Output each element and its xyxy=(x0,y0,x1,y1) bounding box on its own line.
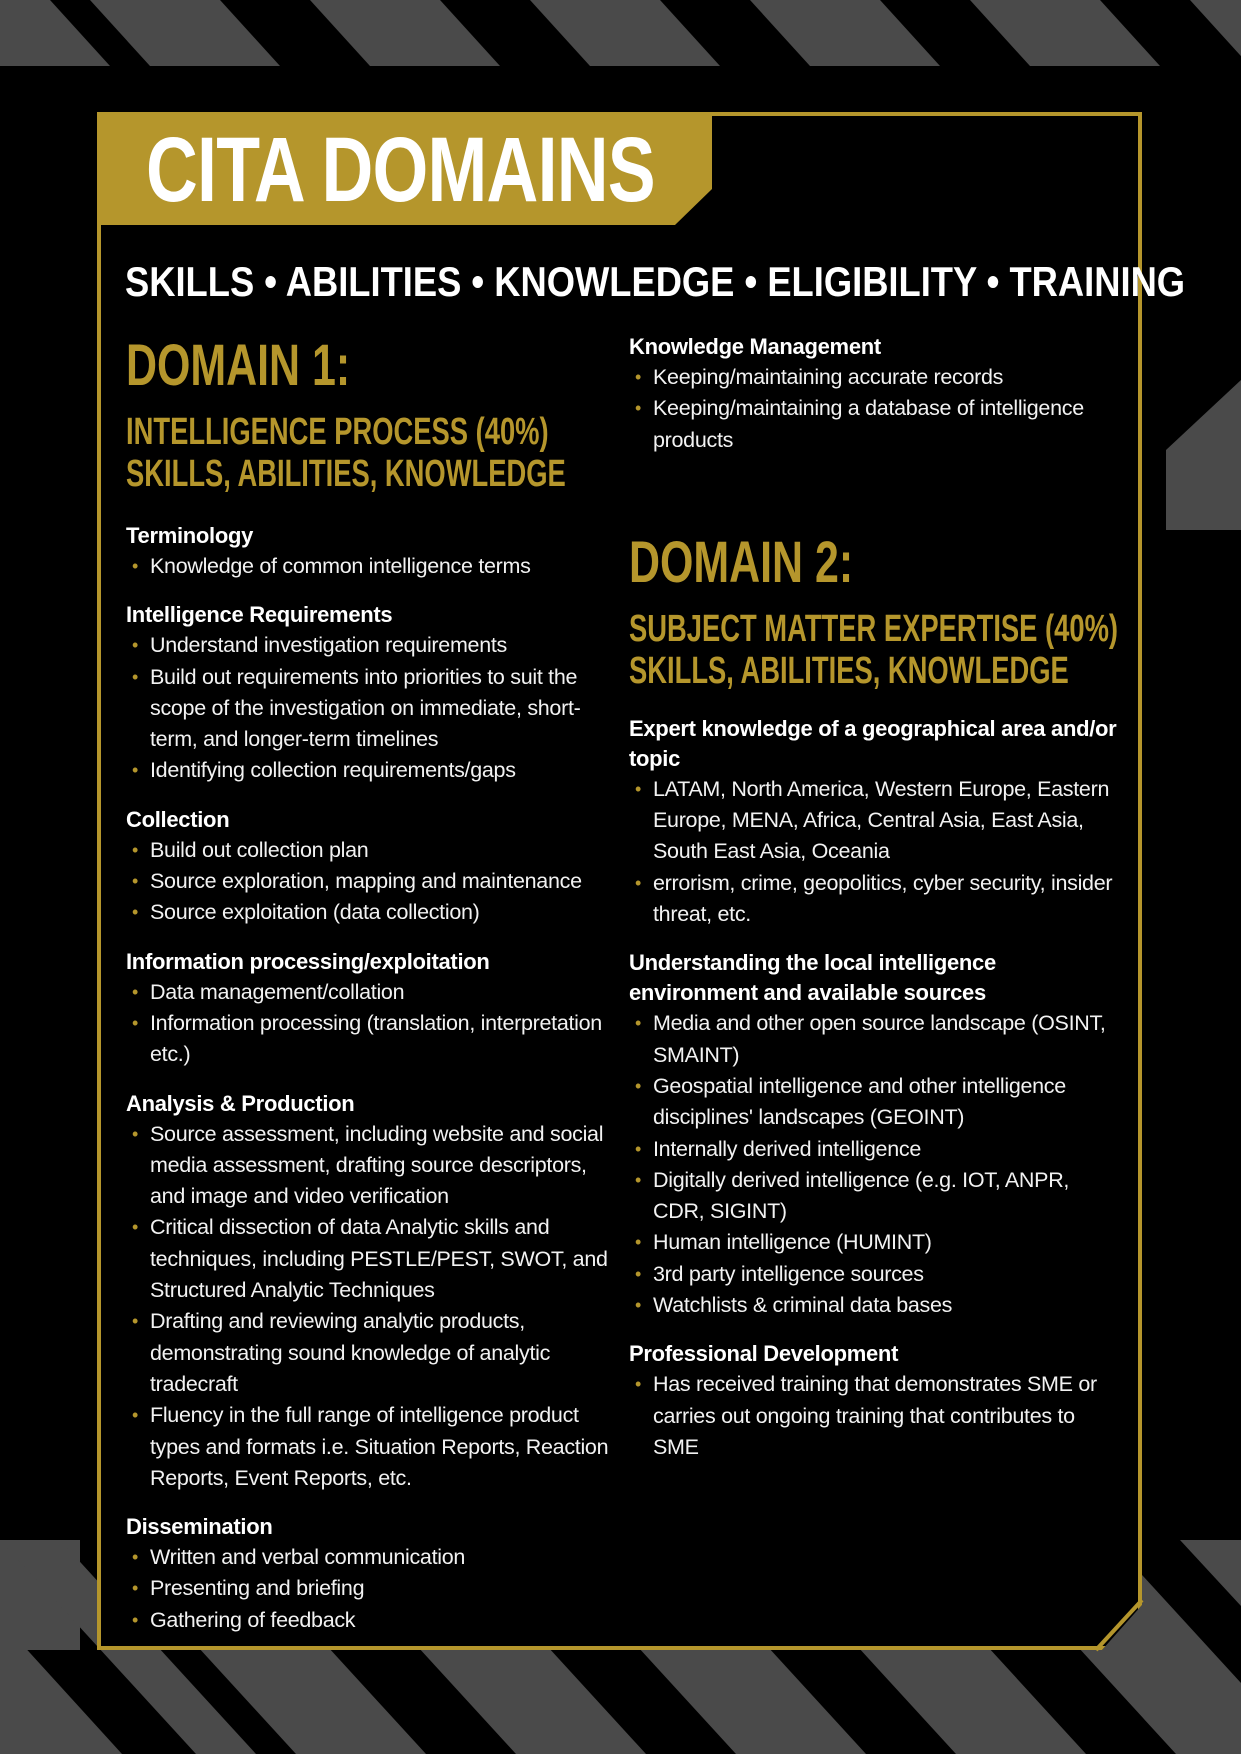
list-item xyxy=(126,1306,611,1400)
section-heading: Collection xyxy=(126,806,230,832)
list-item xyxy=(629,1369,1119,1463)
bullet-icon: • xyxy=(635,1013,642,1034)
bullet-icon: • xyxy=(635,1075,642,1096)
section-heading: Intelligence Requirements xyxy=(126,602,393,628)
list-item xyxy=(629,774,1119,868)
section-list xyxy=(629,1369,1119,1463)
list-item xyxy=(126,1605,611,1636)
domain1-subtitle-line2: SKILLS, ABILITIES, KNOWLEDGE xyxy=(126,453,566,495)
list-item-text: Information processing (translation, interpretation etc.) xyxy=(150,1010,602,1067)
list-item xyxy=(629,1071,1119,1134)
bullet-icon: • xyxy=(132,1311,139,1332)
list-item-text: Digitally derived intelligence (e.g. IOT, ANPR, CDR, SIGINT) xyxy=(653,1167,1070,1224)
list-item-text: Source exploitation (data collection) xyxy=(150,900,480,925)
bullet-icon: • xyxy=(635,1263,642,1284)
list-item-text: Media and other open source landscape (OSINT, SMAINT) xyxy=(653,1011,1106,1067)
list-item-text: Build out collection plan xyxy=(150,837,369,862)
bullet-icon: • xyxy=(635,1138,642,1159)
domain2-sections xyxy=(629,714,1119,1463)
section-heading: Dissemination xyxy=(126,1514,273,1540)
knowledge-management-section xyxy=(629,332,1119,456)
domain2-subtitle-line1: SUBJECT MATTER EXPERTISE (40%) xyxy=(629,607,1119,650)
list-item-text: Geospatial intelligence and other intelligence disciplines' landscapes (GEOINT) xyxy=(653,1073,1066,1130)
list-item-text: Source exploration, mapping and maintenance xyxy=(150,869,582,894)
section-list xyxy=(126,551,611,582)
list-item-text: Keeping/maintaining a database of intelligence products xyxy=(653,396,1084,452)
list-item-text: Knowledge of common intelligence terms xyxy=(150,554,531,578)
bullet-icon: • xyxy=(635,367,642,387)
list-item-text: Presenting and briefing xyxy=(150,1576,365,1601)
section xyxy=(126,805,611,929)
section-list xyxy=(629,1008,1119,1321)
list-item xyxy=(629,1227,1119,1258)
list-item-text: Internally derived intelligence xyxy=(653,1136,921,1161)
section xyxy=(126,600,611,786)
list-item-text: Understand investigation requirements xyxy=(150,633,507,658)
list-item-text: errorism, crime, geopolitics, cyber security, insider threat, etc. xyxy=(653,870,1113,927)
bullet-icon: • xyxy=(132,1123,139,1144)
bullet-icon: • xyxy=(635,872,642,893)
section-list xyxy=(126,1119,611,1495)
list-item-text: Gathering of feedback xyxy=(150,1607,356,1632)
bullet-icon: • xyxy=(132,1012,139,1033)
section-heading: Terminology xyxy=(126,523,254,548)
section-heading: Understanding the local intelligence environment and available sources xyxy=(629,950,996,1006)
list-item xyxy=(126,1573,611,1604)
bullet-icon: • xyxy=(132,871,139,892)
domain1-sections xyxy=(126,521,611,1636)
list-item xyxy=(126,662,611,756)
section-list xyxy=(126,630,611,786)
bullet-icon: • xyxy=(635,1374,642,1395)
bullet-icon: • xyxy=(132,902,139,923)
bullet-icon: • xyxy=(635,1295,642,1316)
list-item xyxy=(126,551,611,582)
list-item-text: Watchlists & criminal data bases xyxy=(653,1293,953,1318)
bullet-icon: • xyxy=(132,1578,139,1599)
domain2-column xyxy=(629,332,1119,1463)
list-item xyxy=(629,1165,1119,1228)
list-item xyxy=(629,1134,1119,1165)
list-item xyxy=(629,1259,1119,1290)
list-item-text: Data management/collation xyxy=(150,979,405,1004)
section-list xyxy=(126,977,611,1071)
section xyxy=(629,1339,1119,1463)
list-item-text: Build out requirements into priorities to suit the scope of the investigation on immediate, short-term, and longer-term timelines xyxy=(150,664,581,752)
bullet-icon: • xyxy=(132,1547,139,1568)
bullet-icon: • xyxy=(635,398,642,419)
list-item xyxy=(126,1400,611,1494)
list-item xyxy=(629,868,1119,931)
section-list xyxy=(126,1542,611,1636)
bullet-icon: • xyxy=(132,839,139,860)
list-item-text: Drafting and reviewing analytic products, demonstrating sound knowledge of analytic tradecraft xyxy=(150,1309,551,1396)
list-item-text: LATAM, North America, Western Europe, Eastern Europe, MENA, Africa, Central Asia, East Asia, South East Asia, Oceania xyxy=(653,776,1110,864)
domain1-subtitle-line1: INTELLIGENCE PROCESS (40%) xyxy=(126,411,549,453)
list-item xyxy=(629,393,1119,456)
bullet-icon: • xyxy=(132,760,139,781)
list-item-text: Has received training that demonstrates SME or carries out ongoing training that contributes to SME xyxy=(653,1372,1097,1459)
list-item xyxy=(126,1119,611,1213)
domain2-title: DOMAIN 2: xyxy=(629,529,854,595)
bullet-icon: • xyxy=(132,981,139,1002)
section-heading: Analysis & Production xyxy=(126,1090,355,1116)
bullet-icon: • xyxy=(132,666,139,687)
section xyxy=(126,1512,611,1636)
list-item-text: Human intelligence (HUMINT) xyxy=(653,1230,932,1255)
bullet-icon: • xyxy=(132,1609,139,1630)
list-item xyxy=(126,1212,611,1306)
section xyxy=(629,948,1119,1321)
list-item-text: Fluency in the full range of intelligence product types and formats i.e. Situation Reports, Reaction Reports, Event Reports, etc. xyxy=(150,1403,609,1490)
list-item-text: Keeping/maintaining accurate records xyxy=(653,365,1004,389)
section-heading: Expert knowledge of a geographical area and/or topic xyxy=(629,715,1117,771)
section xyxy=(126,947,611,1071)
list-item xyxy=(126,897,611,928)
list-item xyxy=(126,1542,611,1573)
section-heading: Professional Development xyxy=(629,1341,899,1367)
domain1-column xyxy=(126,335,611,1636)
list-item xyxy=(629,362,1119,393)
bullet-icon: • xyxy=(132,1217,139,1238)
section xyxy=(629,714,1119,930)
section-heading: Information processing/exploitation xyxy=(126,948,490,974)
list-item xyxy=(126,866,611,897)
page-title: CITA DOMAINS xyxy=(146,119,655,221)
list-item xyxy=(126,630,611,661)
list-item-text: Critical dissection of data Analytic skills and techniques, including PESTLE/PEST, SWOT, and Structured Analytic Techniques xyxy=(150,1215,608,1303)
section-list xyxy=(126,835,611,929)
domain1-title: DOMAIN 1: xyxy=(126,333,351,398)
list-item xyxy=(126,835,611,866)
list-item xyxy=(126,755,611,786)
knowledge-management-list xyxy=(629,362,1119,456)
section-list xyxy=(629,774,1119,930)
card-corner-border xyxy=(1096,1600,1156,1660)
bullet-icon: • xyxy=(635,778,642,799)
knowledge-management-heading: Knowledge Management xyxy=(629,334,881,359)
section xyxy=(126,521,611,582)
list-item xyxy=(126,1008,611,1071)
section xyxy=(126,1089,611,1495)
list-item-text: Identifying collection requirements/gaps xyxy=(150,758,516,783)
list-item xyxy=(629,1008,1119,1071)
list-item-text: Written and verbal communication xyxy=(150,1545,466,1570)
domain2-subtitle-line2: SKILLS, ABILITIES, KNOWLEDGE xyxy=(629,649,1069,692)
bullet-icon: • xyxy=(635,1169,642,1190)
list-item xyxy=(629,1290,1119,1321)
bullet-icon: • xyxy=(635,1232,642,1253)
bullet-icon: • xyxy=(132,556,139,576)
list-item-text: 3rd party intelligence sources xyxy=(653,1261,924,1286)
list-item-text: Source assessment, including website and social media assessment, drafting source descriptors, and image and video verification xyxy=(150,1121,604,1209)
bullet-icon: • xyxy=(132,1405,139,1426)
page-subtitle: SKILLS • ABILITIES • KNOWLEDGE • ELIGIBILITY • TRAINING xyxy=(125,258,1186,305)
list-item xyxy=(126,977,611,1008)
bullet-icon: • xyxy=(132,635,139,656)
